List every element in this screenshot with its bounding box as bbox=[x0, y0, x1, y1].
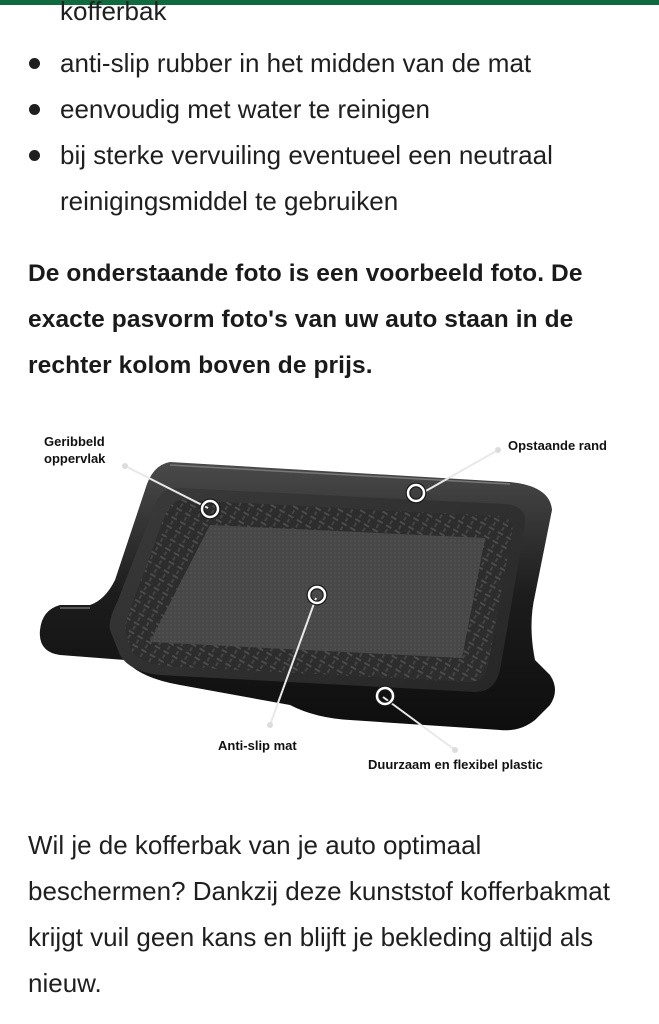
list-item-text: anti-slip rubber in het midden van de mat bbox=[60, 48, 532, 78]
trunk-mat-diagram bbox=[30, 420, 635, 790]
bullet-icon bbox=[29, 104, 40, 115]
closing-paragraph: Wil je de kofferbak van je auto optimaal beschermen? Dankzij deze kunststof kofferbakmat krijgt vuil geen kans en blijft je bekleding altijd als nieuw. bbox=[28, 830, 610, 998]
callout-textured-surface: Geribbeld oppervlak bbox=[44, 434, 106, 466]
bullet-icon bbox=[29, 58, 40, 69]
callout-raised-edge: Opstaande rand bbox=[508, 438, 607, 453]
list-item-text: eenvoudig met water te reinigen bbox=[60, 94, 431, 124]
callout-anti-slip: Anti-slip mat bbox=[218, 738, 297, 753]
bullet-icon bbox=[29, 150, 40, 161]
callout-durable-plastic: Duurzaam en flexibel plastic bbox=[368, 757, 543, 772]
notice-text: De onderstaande foto is een voorbeeld foto. De exacte pasvorm foto's van uw auto staan in de rechter kolom boven de prijs. bbox=[28, 260, 583, 379]
list-item-text: bij sterke vervuiling eventueel een neutraal reinigingsmiddel te gebruiken bbox=[60, 140, 553, 216]
list-item-continued: kofferbak bbox=[60, 0, 167, 26]
trunk-mat-illustration-icon bbox=[30, 420, 635, 790]
